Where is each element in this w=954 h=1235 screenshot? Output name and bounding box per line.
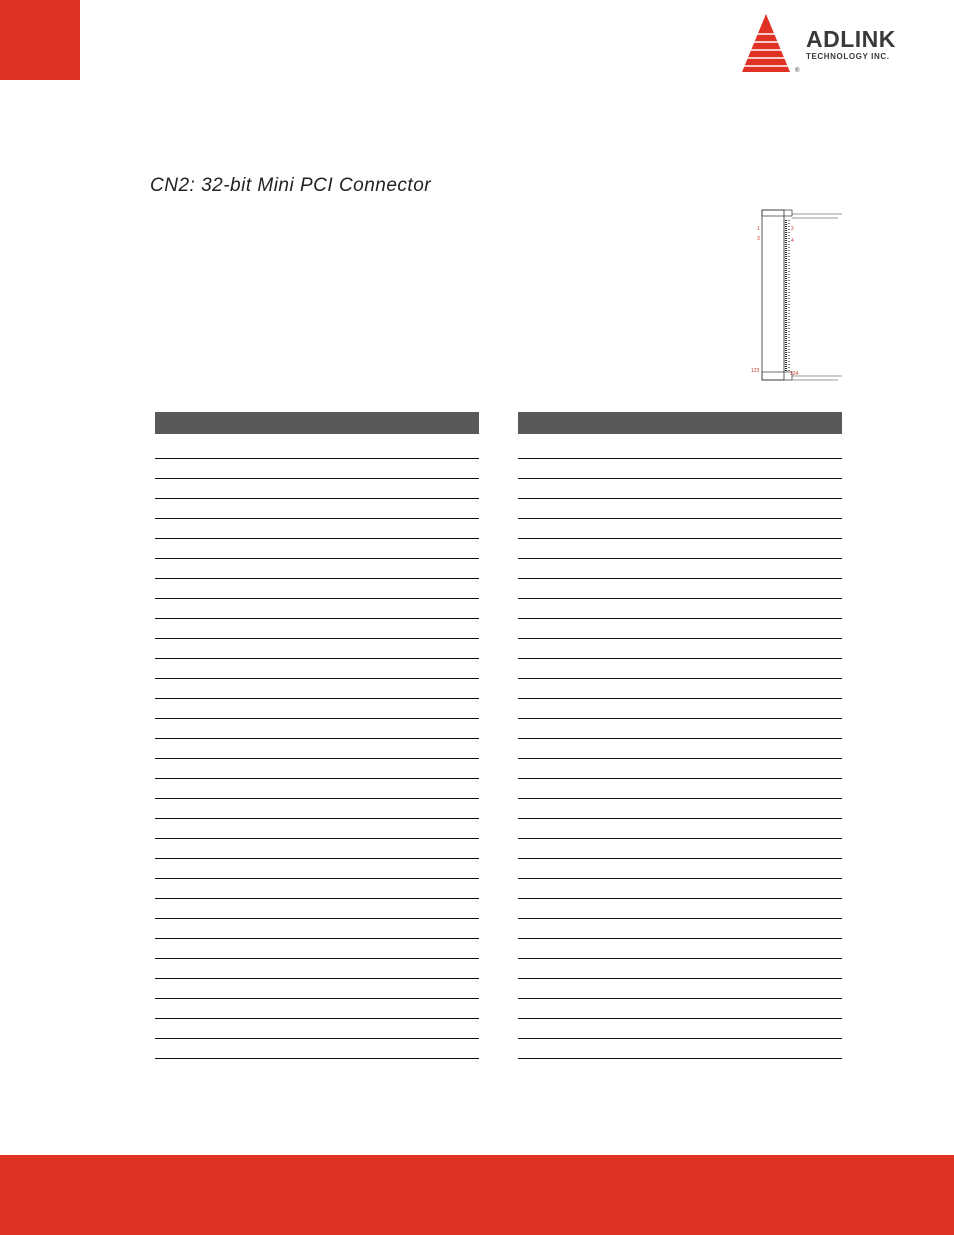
table-row — [518, 434, 842, 459]
table-row — [518, 539, 842, 559]
table-row — [518, 799, 842, 819]
table-row — [155, 559, 479, 579]
table-row — [155, 739, 479, 759]
table-row — [518, 679, 842, 699]
table-row — [155, 979, 479, 999]
pin-label-2: 2 — [791, 226, 794, 232]
table-row — [155, 459, 479, 479]
table-row — [518, 739, 842, 759]
pin-label-3: 3 — [757, 236, 760, 242]
table-row — [155, 499, 479, 519]
table-row — [518, 899, 842, 919]
brand-tagline: TECHNOLOGY INC. — [806, 52, 890, 61]
table-row — [155, 1039, 479, 1059]
footer-band — [0, 1155, 954, 1235]
table-row — [518, 639, 842, 659]
table-row — [518, 499, 842, 519]
table-row — [155, 639, 479, 659]
table-row — [518, 979, 842, 999]
registered-mark: ® — [795, 68, 800, 74]
section-title: CN2: 32-bit Mini PCI Connector — [150, 175, 432, 196]
corner-accent — [0, 0, 80, 80]
pin-label-123: 123 — [751, 368, 760, 374]
table-row — [155, 519, 479, 539]
table-row — [518, 779, 842, 799]
table-row — [518, 959, 842, 979]
table-row — [155, 939, 479, 959]
table-row — [518, 579, 842, 599]
table-row — [518, 519, 842, 539]
table-row — [155, 719, 479, 739]
table-row — [518, 839, 842, 859]
table-row — [518, 1019, 842, 1039]
table-row — [155, 779, 479, 799]
brand-name: ADLINK — [806, 26, 896, 52]
connector-diagram — [750, 208, 846, 384]
table-row — [155, 759, 479, 779]
table-row — [518, 459, 842, 479]
table-row — [155, 919, 479, 939]
table-row — [155, 859, 479, 879]
logo-mark-icon — [740, 12, 806, 76]
table-row — [518, 939, 842, 959]
company-logo — [740, 12, 930, 76]
table-row — [518, 999, 842, 1019]
pin-label-4: 4 — [791, 238, 794, 244]
table-row — [155, 599, 479, 619]
table-row — [518, 759, 842, 779]
table-row — [518, 479, 842, 499]
table-row — [518, 719, 842, 739]
table-row — [518, 559, 842, 579]
table-row — [518, 1039, 842, 1059]
table-row — [518, 919, 842, 939]
pin-label-124: 124 — [790, 371, 799, 377]
table-row — [155, 619, 479, 639]
table-row — [155, 699, 479, 719]
table-row — [518, 699, 842, 719]
table-row — [155, 899, 479, 919]
table-header — [518, 412, 842, 434]
table-row — [155, 959, 479, 979]
table-row — [155, 839, 479, 859]
table-row — [518, 819, 842, 839]
table-row — [155, 1019, 479, 1039]
table-row — [155, 434, 479, 459]
table-row — [518, 659, 842, 679]
table-row — [155, 539, 479, 559]
table-row — [155, 999, 479, 1019]
table-row — [518, 859, 842, 879]
pin-label-1: 1 — [757, 226, 760, 232]
table-row — [155, 659, 479, 679]
table-row — [518, 599, 842, 619]
table-row — [155, 799, 479, 819]
table-row — [518, 619, 842, 639]
table-header — [155, 412, 479, 434]
table-row — [155, 479, 479, 499]
table-row — [155, 819, 479, 839]
pin-table-right — [518, 412, 842, 1059]
pin-table-left — [155, 412, 479, 1059]
table-row — [518, 879, 842, 899]
table-row — [155, 679, 479, 699]
table-row — [155, 879, 479, 899]
table-row — [155, 579, 479, 599]
